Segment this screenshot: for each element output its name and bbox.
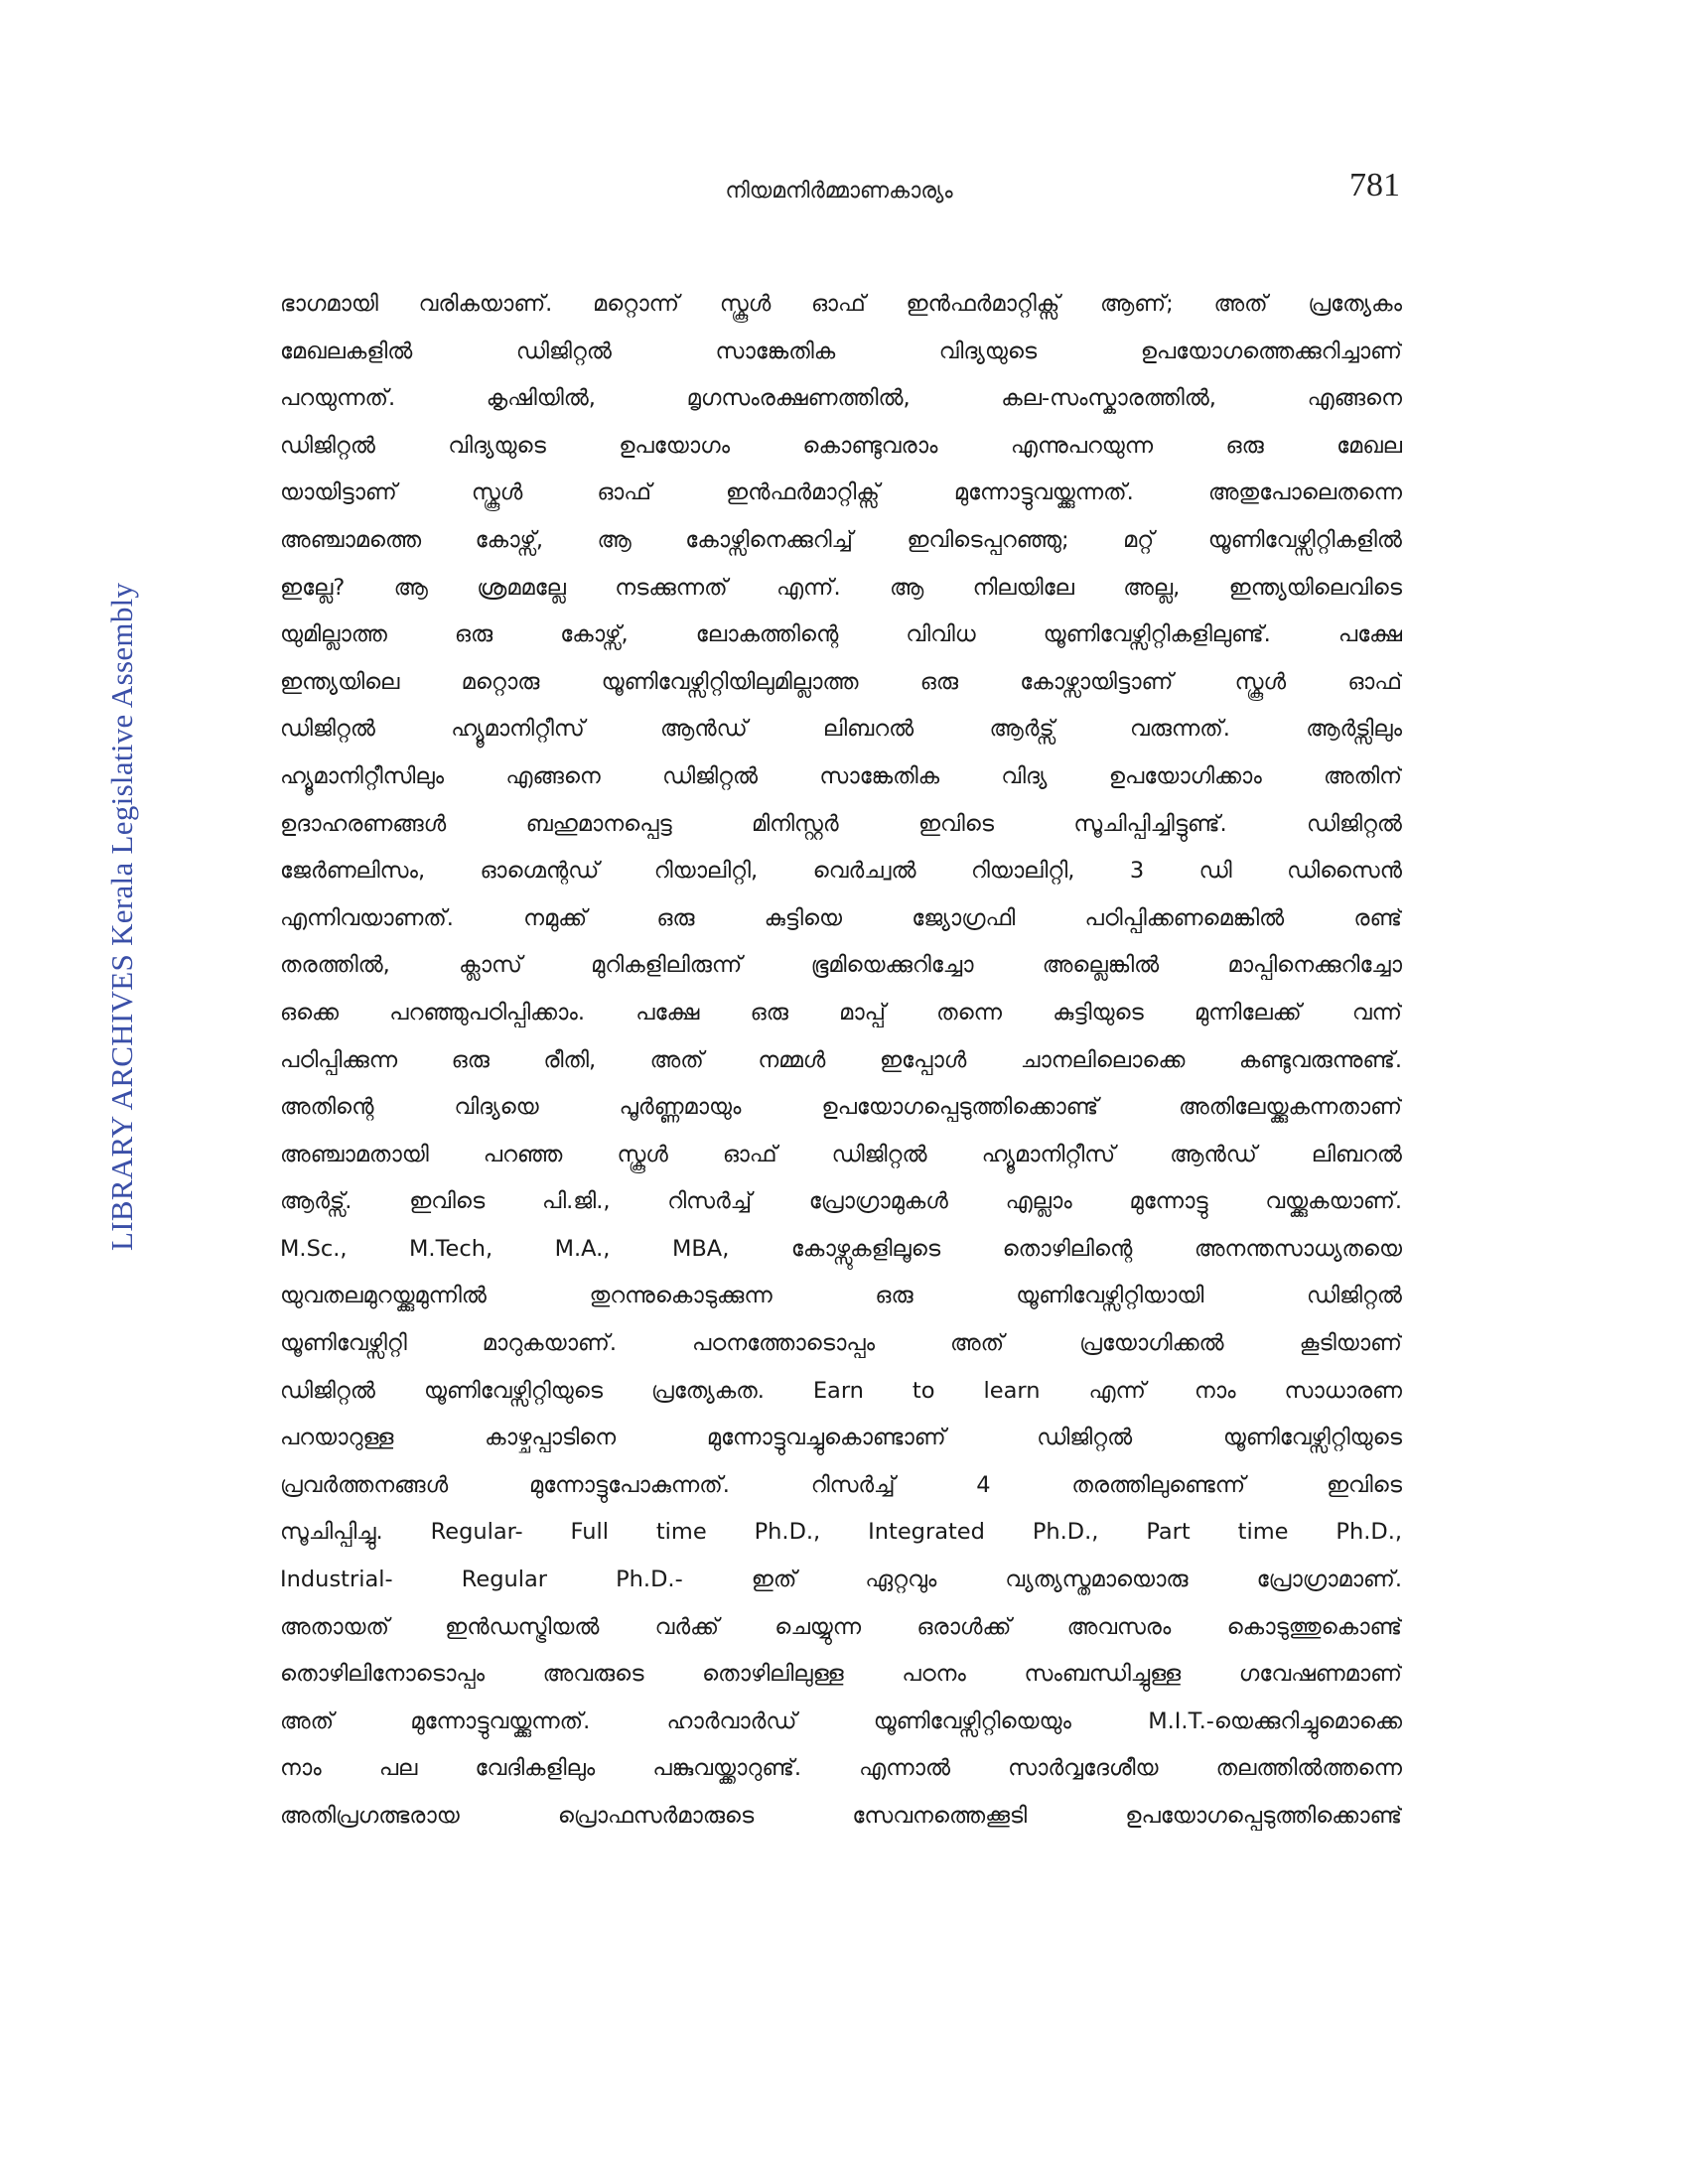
text-line: തൊഴിലിനോടൊപ്പം അവരുടെ തൊഴിലിലുള്ള പഠനം സംബന്ധിച്ചുള്ള ഗവേഷണമാണ് bbox=[280, 1661, 1402, 1688]
text-line: ഡിജിറ്റൽ ഹ്യൂമാനിറ്റീസ് ആൻഡ് ലിബറൽ ആർട്സ് വരുന്നത്. ആർട്സിലും bbox=[280, 716, 1402, 743]
text-line: അഞ്ചാമതായി പറഞ്ഞ സ്കൂൾ ഓഫ് ഡിജിറ്റൽ ഹ്യൂമാനിറ്റീസ് ആൻഡ് ലിബറൽ bbox=[280, 1141, 1402, 1167]
running-header bbox=[278, 167, 1400, 226]
text-line: സൂചിപ്പിച്ചു. Regular- Full time Ph.D., Integrated Ph.D., Part time Ph.D., bbox=[280, 1519, 1402, 1546]
text-line: യുവതലമുറയ്ക്കുമുന്നിൽ തുറന്നുകൊടുക്കുന്ന ഒരു യൂണിവേഴ്സിറ്റിയായി ഡിജിറ്റൽ bbox=[280, 1283, 1402, 1309]
text-line: പറയുന്നത്. കൃഷിയിൽ, മൃഗസംരക്ഷണത്തിൽ, കല-സംസ്കാരത്തിൽ, എങ്ങനെ bbox=[280, 385, 1402, 412]
body-text bbox=[280, 281, 1402, 1841]
text-line: യായിട്ടാണ് സ്കൂൾ ഓഫ് ഇൻഫർമാറ്റിക്സ് മുന്നോട്ടുവയ്ക്കുന്നത്. അതുപോലെതന്നെ bbox=[280, 479, 1402, 506]
page-number: 781 bbox=[1349, 167, 1400, 204]
text-line: നാം പല വേദികളിലും പങ്കുവയ്ക്കാറുണ്ട്. എന്നാൽ സാർവ്വദേശീയ തലത്തിൽത്തന്നെ bbox=[280, 1755, 1402, 1782]
text-line: അഞ്ചാമത്തെ കോഴ്സ്, ആ കോഴ്സിനെക്കുറിച്ച് ഇവിടെപ്പറഞ്ഞു; മറ്റ് യൂണിവേഴ്സിറ്റികളിൽ bbox=[280, 526, 1402, 553]
text-line: യൂണിവേഴ്സിറ്റി മാറുകയാണ്. പഠനത്തോടൊപ്പം അത് പ്രയോഗിക്കൽ കൂടിയാണ് bbox=[280, 1330, 1402, 1357]
text-line: ഡിജിറ്റൽ യൂണിവേഴ്സിറ്റിയുടെ പ്രത്യേകത. Earn to learn എന്ന് നാം സാധാരണ bbox=[280, 1377, 1402, 1404]
text-line: ഹ്യൂമാനിറ്റീസിലും എങ്ങനെ ഡിജിറ്റൽ സാങ്കേതിക വിദ്യ ഉപയോഗിക്കാം അതിന് bbox=[280, 762, 1402, 789]
text-line: ആർട്സ്. ഇവിടെ പി.ജി., റിസർച്ച് പ്രോഗ്രാമുകൾ എല്ലാം മുന്നോട്ടു വയ്ക്കുകയാണ്. bbox=[280, 1188, 1402, 1215]
text-line: പഠിപ്പിക്കുന്ന ഒരു രീതി, അത് നമ്മൾ ഇപ്പോൾ ചാനലിലൊക്കെ കണ്ടുവരുന്നുണ്ട്. bbox=[280, 1046, 1402, 1073]
text-line: എന്നിവയാണത്. നമുക്ക് ഒരു കുട്ടിയെ ജ്യോഗ്രഫി പഠിപ്പിക്കണമെങ്കിൽ രണ്ട് bbox=[280, 904, 1402, 931]
text-line: ജേർണലിസം, ഓഗ്മെന്റഡ് റിയാലിറ്റി, വെർച്വൽ റിയാലിറ്റി, 3 ഡി ഡിസൈൻ bbox=[280, 858, 1402, 885]
text-line: യുമില്ലാത്ത ഒരു കോഴ്സ്, ലോകത്തിന്റെ വിവിധ യൂണിവേഴ്സിറ്റികളിലുണ്ട്. പക്ഷേ bbox=[280, 621, 1402, 648]
text-line: Industrial- Regular Ph.D.- ഇത് ഏറ്റവും വ്യത്യസ്തമായൊരു പ്രോഗ്രാമാണ്. bbox=[280, 1567, 1402, 1593]
text-line: പ്രവർത്തനങ്ങൾ മുന്നോട്ടുപോകുന്നത്. റിസർച്ച് 4 തരത്തിലുണ്ടെന്ന് ഇവിടെ bbox=[280, 1471, 1402, 1498]
text-line: അത് മുന്നോട്ടുവയ്ക്കുന്നത്. ഹാർവാർഡ് യൂണിവേഴ്സിറ്റിയെയും M.I.T.-യെക്കുറിച്ചുമൊക്കെ bbox=[280, 1707, 1402, 1734]
running-title: നിയമനിർമ്മാണകാര്യം bbox=[725, 179, 953, 204]
archive-watermark: LIBRARY ARCHIVES Kerala Legislative Assembly bbox=[104, 582, 139, 1251]
text-line: ഇന്ത്യയിലെ മറ്റൊരു യൂണിവേഴ്സിറ്റിയിലുമില്ലാത്ത ഒരു കോഴ്സായിട്ടാണ് സ്കൂൾ ഓഫ് bbox=[280, 668, 1402, 695]
text-line: ഇല്ലേ? ആ ശ്രമമല്ലേ നടക്കുന്നത് എന്ന്. ആ നിലയിലേ അല്ല, ഇന്ത്യയിലെവിടെ bbox=[280, 574, 1402, 601]
text-line: പറയാറുള്ള കാഴ്ചപ്പാടിനെ മുന്നോട്ടുവച്ചുകൊണ്ടാണ് ഡിജിറ്റൽ യൂണിവേഴ്സിറ്റിയുടെ bbox=[280, 1425, 1402, 1451]
text-line: അതിന്റെ വിദ്യയെ പൂർണ്ണമായും ഉപയോഗപ്പെടുത്തിക്കൊണ്ട് അതിലേയ്ക്കുകന്നതാണ് bbox=[280, 1094, 1402, 1121]
text-line: ഡിജിറ്റൽ വിദ്യയുടെ ഉപയോഗം കൊണ്ടുവരാം എന്നുപറയുന്ന ഒരു മേഖല bbox=[280, 432, 1402, 459]
text-line: ഉദാഹരണങ്ങൾ ബഹുമാനപ്പെട്ട മിനിസ്റ്റർ ഇവിടെ സൂചിപ്പിച്ചിട്ടുണ്ട്. ഡിജിറ്റൽ bbox=[280, 810, 1402, 837]
text-line: ഒക്കെ പറഞ്ഞുപഠിപ്പിക്കാം. പക്ഷേ ഒരു മാപ്പ് തന്നെ കുട്ടിയുടെ മുന്നിലേക്ക് വന്ന് bbox=[280, 999, 1402, 1025]
text-line: അതായത് ഇൻഡസ്ട്രിയൽ വർക്ക് ചെയ്യുന്ന ഒരാൾക്ക് അവസരം കൊടുത്തുകൊണ്ട് bbox=[280, 1613, 1402, 1640]
text-line: മേഖലകളിൽ ഡിജിറ്റൽ സാങ്കേതിക വിദ്യയുടെ ഉപയോഗത്തെക്കുറിച്ചാണ് bbox=[280, 338, 1402, 364]
text-line: തരത്തിൽ, ക്ലാസ് മുറികളിലിരുന്ന് ഭൂമിയെക്കുറിച്ചോ അല്ലെങ്കിൽ മാപ്പിനെക്കുറിച്ചോ bbox=[280, 952, 1402, 979]
text-line: അതിപ്രഗത്ഭരായ പ്രൊഫസർമാരുടെ സേവനത്തെക്കൂടി ഉപയോഗപ്പെടുത്തിക്കൊണ്ട് bbox=[280, 1803, 1402, 1829]
text-line: M.Sc., M.Tech, M.A., MBA, കോഴ്സുകളിലൂടെ തൊഴിലിന്റെ അനന്തസാധ്യതയെ bbox=[280, 1235, 1402, 1262]
text-line: ഭാഗമായി വരികയാണ്. മറ്റൊന്ന് സ്കൂൾ ഓഫ് ഇൻഫർമാറ്റിക്സ് ആണ്; അത് പ്രത്യേകം bbox=[280, 291, 1402, 317]
